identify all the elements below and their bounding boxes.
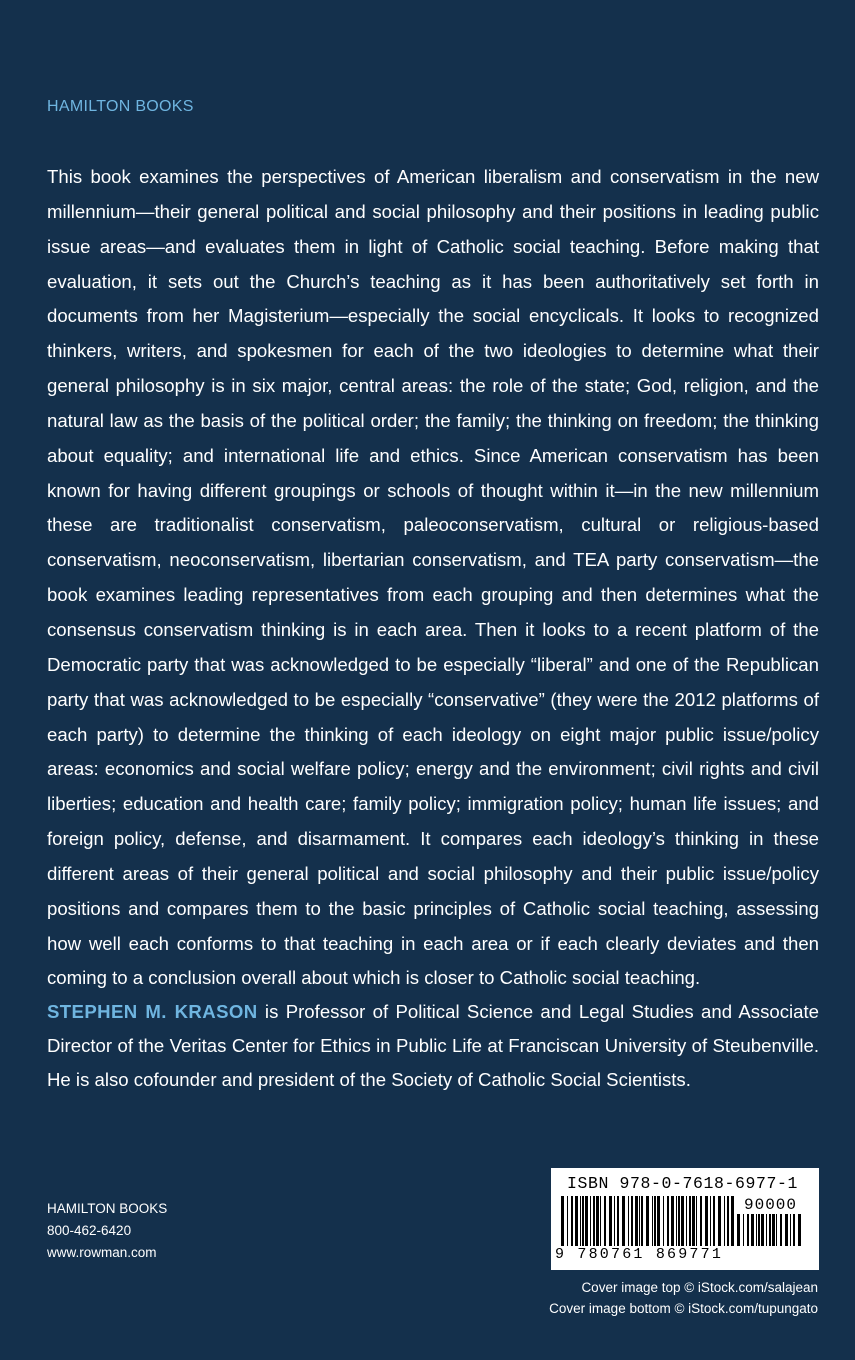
isbn-barcode <box>551 1168 819 1270</box>
publisher-name: HAMILTON BOOKS <box>47 1201 168 1216</box>
price-code: 90000 <box>743 1196 797 1214</box>
author-name: STEPHEN M. KRASON <box>47 1001 258 1022</box>
ean-barcode-bars <box>561 1196 735 1246</box>
credit-top: Cover image top © iStock.com/salajean <box>581 1280 818 1295</box>
author-bio <box>47 995 819 1097</box>
publisher-phone: 800-462-6420 <box>47 1223 132 1238</box>
author-bio-text: is Professor of Political Science and Legal Studies and Associate Director of the Veritas Center for Ethics in Public Life at Franciscan University of Steubenville. He is also cofounder and president of the Society of Catholic Social Scientists. <box>47 1001 820 1090</box>
publisher-imprint-top: HAMILTON BOOKS <box>47 98 194 115</box>
publisher-contact <box>47 1198 167 1264</box>
image-credits <box>549 1277 818 1319</box>
book-description: This book examines the perspectives of American liberalism and conservatism in the new millennium—their general political and social philosophy and their positions in leading public issue areas—and evaluates them in light of Catholic social teaching. Before making that evaluation, it sets out the Church’s teaching as it has been authoritatively set forth in documents from her Magisterium—especially the social encyclicals. It looks to recognized thinkers, writers, and spokesmen for each of the two ideologies to determine what their general philosophy is in six major, central areas: the role of the state; God, religion, and the natural law as the basis of the political order; the family; the thinking on freedom; the thinking about equality; and international life and ethics. Since American conservatism has been known for having different groupings or schools of thought within it—in the new millennium these are traditionalist conservatism, paleoconservatism, cultural or religious-based conservatism, neoconservatism, libertarian conservatism, and TEA party conservatism—the book examines leading representatives from each grouping and then determines what the consensus conservatism thinking is in each area. Then it looks to a recent platform of the Democratic party that was acknowledged to be especially “liberal” and one of the Republican party that was acknowledged to be especially “conservative” (they were the 2012 platforms of each party) to determine the thinking of each ideology on eight major public issue/policy areas: economics and social welfare policy; energy and the environment; civil rights and civil liberties; education and health care; family policy; immigration policy; human life issues; and foreign policy, defense, and disarmament. It compares each ideology’s thinking in these different areas of their general political and social philosophy and their public issue/policy positions and compares them to the basic principles of Catholic social teaching, assessing how well each conforms to that teaching in each area or if each clearly deviates and then coming to a conclusion overall about which is closer to Catholic social teaching. <box>47 166 819 989</box>
credit-bottom: Cover image bottom © iStock.com/tupungato <box>549 1301 818 1316</box>
barcode-digits: 9 780761 869771 <box>555 1246 724 1263</box>
isbn-label: ISBN 978-0-7618-6977-1 <box>567 1174 799 1193</box>
addon-barcode-bars <box>737 1214 803 1246</box>
publisher-website: www.rowman.com <box>47 1245 157 1260</box>
